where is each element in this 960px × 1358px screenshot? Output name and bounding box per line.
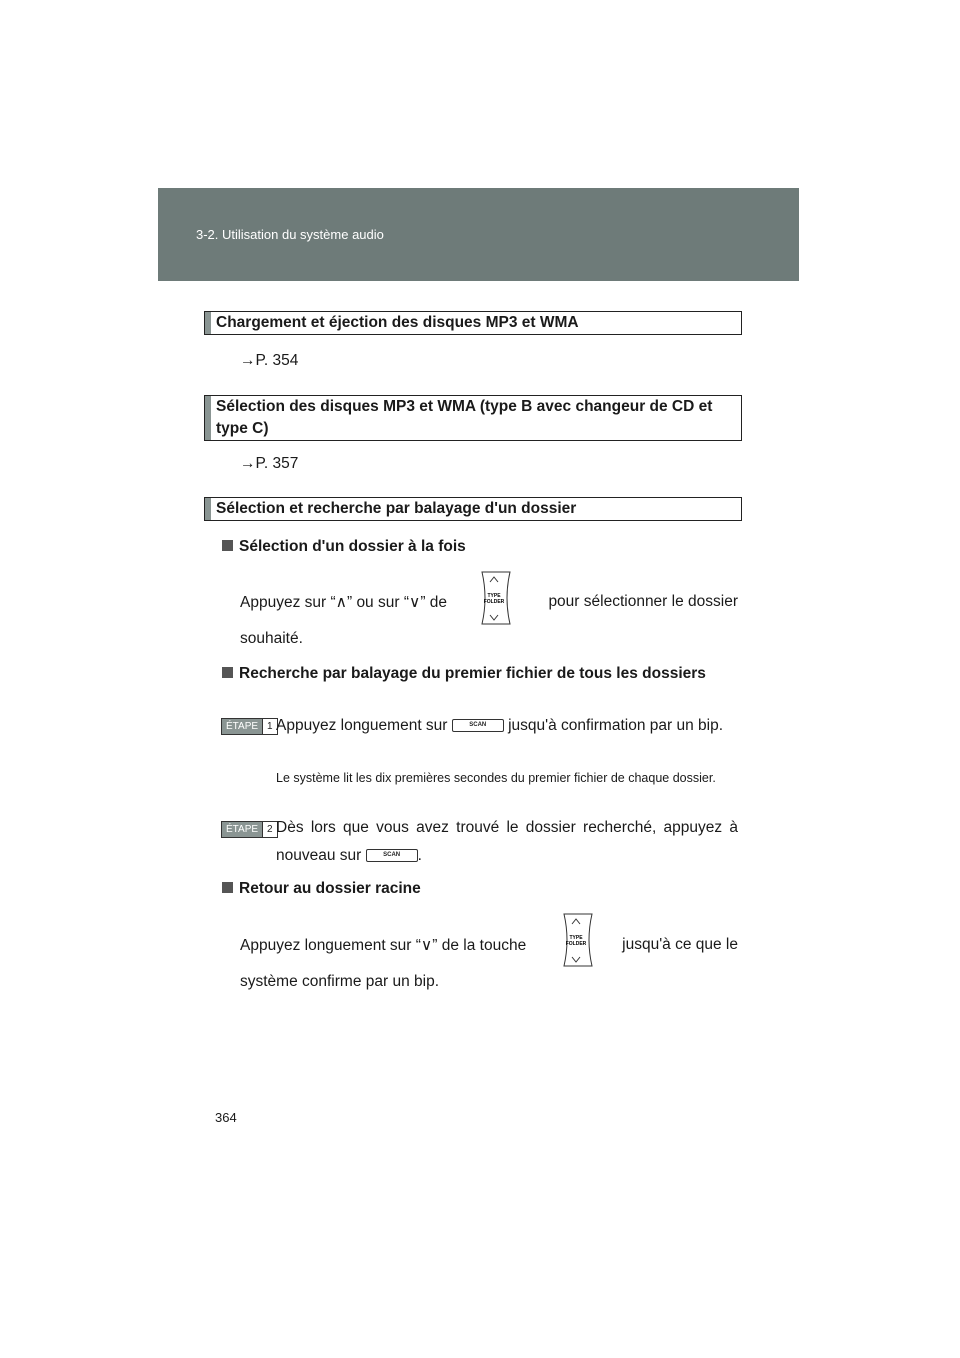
section-title: Chargement et éjection des disques MP3 et WMA bbox=[216, 314, 579, 331]
breadcrumb: 3-2. Utilisation du système audio bbox=[196, 227, 384, 242]
svg-text:FOLDER: FOLDER bbox=[565, 941, 587, 947]
page-reference: →P. 354 bbox=[240, 352, 299, 369]
instruction-text: jusqu'à ce que le bbox=[622, 936, 738, 953]
section-heading-selection bbox=[204, 395, 742, 441]
svg-text:TYPE: TYPE bbox=[569, 935, 583, 941]
step-text-1: Appuyez longuement sur SCAN jusqu'à confirmation par un bip. bbox=[276, 717, 724, 734]
instruction-text: souhaité. bbox=[240, 630, 303, 647]
instruction-text: Appuyez longuement sur “∨” de la touche bbox=[240, 937, 527, 954]
page-reference: →P. 357 bbox=[240, 455, 299, 472]
page-number: 364 bbox=[215, 1110, 237, 1125]
scan-button-icon: SCAN bbox=[452, 719, 504, 732]
square-bullet-icon bbox=[222, 882, 233, 893]
subheading-scan-first-file: Recherche par balayage du premier fichier de tous les dossiers bbox=[222, 663, 738, 685]
type-folder-button-icon bbox=[474, 568, 516, 633]
step-badge-2: ÉTAPE 2 bbox=[221, 821, 278, 838]
instruction-text: pour sélectionner le dossier bbox=[548, 593, 738, 610]
step-text-2: Dès lors que vous avez trouvé le dossier recherché, appuyez à nouveau sur SCAN . bbox=[276, 819, 738, 864]
scan-button-icon: SCAN bbox=[366, 849, 418, 862]
section-title: Sélection et recherche par balayage d'un dossier bbox=[216, 500, 577, 517]
svg-text:TYPE: TYPE bbox=[487, 593, 501, 599]
svg-text:FOLDER: FOLDER bbox=[483, 599, 505, 605]
chapter-header bbox=[158, 188, 799, 281]
instruction-text: système confirme par un bip. bbox=[240, 973, 440, 990]
square-bullet-icon bbox=[222, 667, 233, 678]
square-bullet-icon bbox=[222, 540, 233, 551]
step-badge-1: ÉTAPE 1 bbox=[221, 718, 278, 735]
subheading-one-folder: Sélection d'un dossier à la fois bbox=[222, 536, 738, 558]
instruction-text: Appuyez sur “∧” ou sur “∨” de bbox=[240, 594, 448, 611]
section-heading-folder-scan bbox=[204, 497, 742, 521]
subheading-root-folder: Retour au dossier racine bbox=[222, 878, 738, 900]
step-note: Le système lit les dix premières secondes du premier fichier de chaque dossier. bbox=[276, 771, 716, 785]
section-title: Sélection des disques MP3 et WMA (type B avec changeur de CD et type C) bbox=[216, 398, 713, 437]
type-folder-button-icon bbox=[556, 910, 598, 975]
section-heading-loading bbox=[204, 311, 742, 335]
